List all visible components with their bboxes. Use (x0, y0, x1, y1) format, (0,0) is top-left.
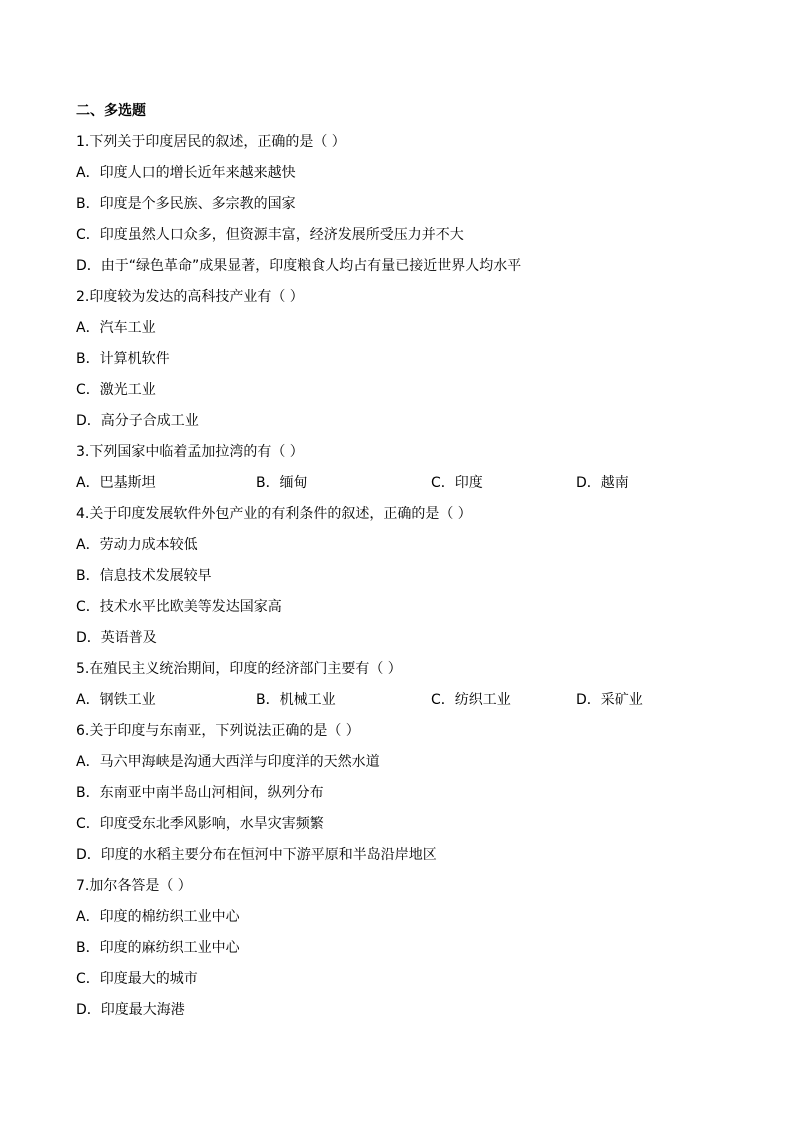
question-6-option-d: D．印度的水稻主要分布在恒河中下游平原和半岛沿岸地区 (76, 847, 437, 863)
question-7-option-a: A．印度的棉纺织工业中心 (76, 909, 240, 925)
question-5-option-d: D．采矿业 (576, 692, 643, 708)
question-6-option-b: B．东南亚中南半岛山河相间，纵列分布 (76, 785, 324, 801)
question-1-stem: 1.下列关于印度居民的叙述，正确的是（ ） (76, 134, 346, 150)
question-6-option-a: A．马六甲海峡是沟通大西洋与印度洋的天然水道 (76, 754, 380, 770)
question-2-option-d: D．高分子合成工业 (76, 413, 199, 429)
question-1-option-c: C．印度虽然人口众多，但资源丰富，经济发展所受压力并不大 (76, 227, 464, 243)
question-3-option-a: A．巴基斯坦 (76, 475, 156, 491)
question-7-stem: 7.加尔各答是（ ） (76, 878, 192, 894)
question-1-option-d: D．由于“绿色革命”成果显著，印度粮食人均占有量已接近世界人均水平 (76, 258, 522, 274)
question-5-option-a: A．钢铁工业 (76, 692, 156, 708)
question-1-option-a: A．印度人口的增长近年来越来越快 (76, 165, 296, 181)
question-3-stem: 3.下列国家中临着孟加拉湾的有（ ） (76, 444, 304, 460)
question-7-option-d: D．印度最大海港 (76, 1002, 185, 1018)
question-5-option-c: C．纺织工业 (431, 692, 511, 708)
question-3-option-d: D．越南 (576, 475, 629, 491)
question-7-option-b: B．印度的麻纺织工业中心 (76, 940, 240, 956)
question-2-option-a: A．汽车工业 (76, 320, 156, 336)
question-2-option-c: C．激光工业 (76, 382, 156, 398)
question-4-option-c: C．技术水平比欧美等发达国家高 (76, 599, 282, 615)
question-5-stem: 5.在殖民主义统治期间，印度的经济部门主要有（ ） (76, 661, 402, 677)
question-5-option-b: B．机械工业 (256, 692, 336, 708)
question-2-stem: 2.印度较为发达的高科技产业有（ ） (76, 289, 304, 305)
question-6-stem: 6.关于印度与东南亚，下列说法正确的是（ ） (76, 723, 360, 739)
section-title: 二、多选题 (76, 103, 146, 119)
question-4-option-a: A．劳动力成本较低 (76, 537, 198, 553)
question-4-stem: 4.关于印度发展软件外包产业的有利条件的叙述，正确的是（ ） (76, 506, 472, 522)
question-3-option-b: B．缅甸 (256, 475, 308, 491)
question-2-option-b: B．计算机软件 (76, 351, 170, 367)
question-3-option-c: C．印度 (431, 475, 483, 491)
question-4-option-b: B．信息技术发展较早 (76, 568, 212, 584)
question-4-option-d: D．英语普及 (76, 630, 157, 646)
question-7-option-c: C．印度最大的城市 (76, 971, 198, 987)
question-1-option-b: B．印度是个多民族、多宗教的国家 (76, 196, 296, 212)
document-page (76, 100, 736, 1030)
question-3-options-row (76, 472, 736, 503)
question-6-option-c: C．印度受东北季风影响，水旱灾害频繁 (76, 816, 324, 832)
question-5-options-row (76, 689, 736, 720)
